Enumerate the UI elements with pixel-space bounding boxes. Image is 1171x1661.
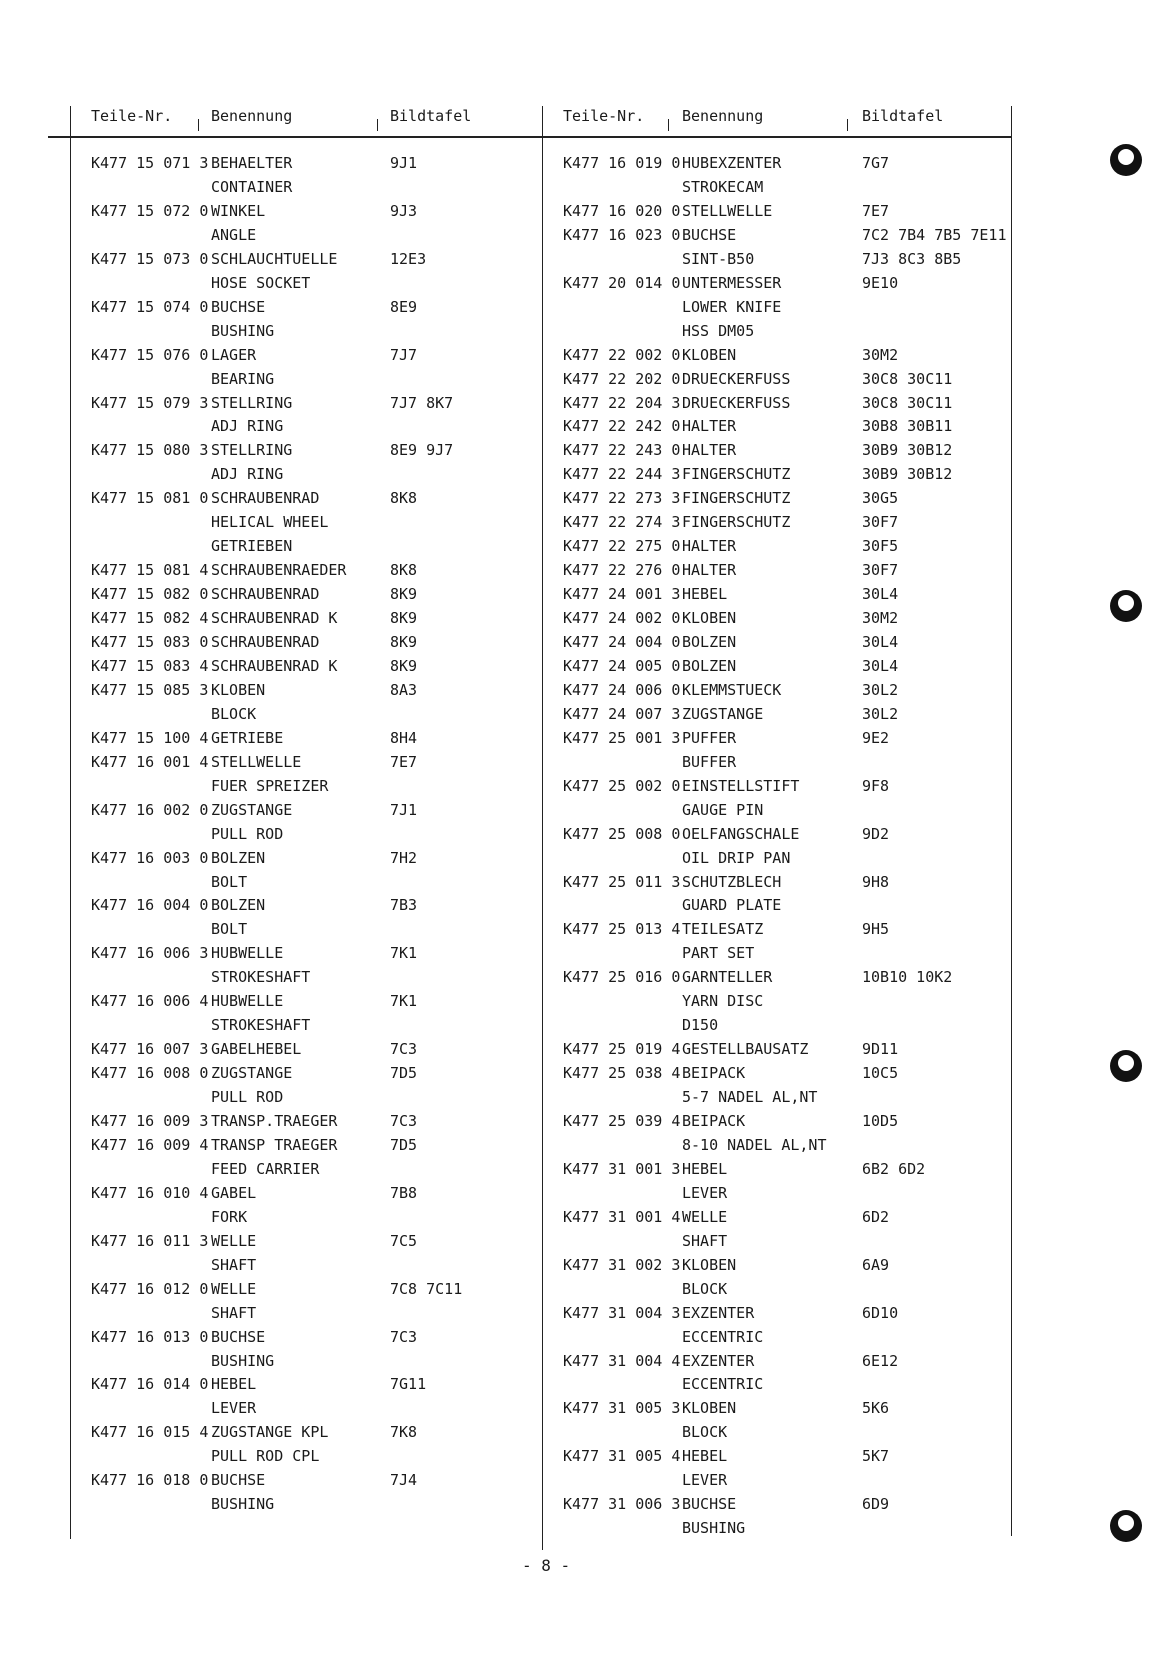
- plate-ref: 6A9: [862, 1256, 890, 1274]
- part-name: BEIPACK: [682, 1064, 746, 1082]
- plate-ref: 7C3: [390, 1112, 418, 1130]
- part-number: K477 25 001 3: [563, 729, 681, 747]
- part-number: K477 16 019 0: [563, 154, 681, 172]
- plate-ref: 7K8: [390, 1423, 418, 1441]
- part-number: K477 16 009 4: [91, 1136, 209, 1154]
- part-name: BUCHSE: [682, 1495, 737, 1513]
- part-number: K477 31 006 3: [563, 1495, 681, 1513]
- part-name: PULL ROD: [211, 1088, 284, 1106]
- part-name: ZUGSTANGE: [682, 705, 764, 723]
- part-number: K477 24 006 0: [563, 681, 681, 699]
- part-name: HALTER: [682, 537, 737, 555]
- part-name: BUCHSE: [211, 1328, 266, 1346]
- plate-ref: 8E9 9J7: [390, 441, 454, 459]
- part-name: STROKECAM: [682, 178, 764, 196]
- plate-ref: 7K1: [390, 944, 418, 962]
- part-number: K477 15 073 0: [91, 250, 209, 268]
- part-name: YARN DISC: [682, 992, 764, 1010]
- part-name: HEBEL: [211, 1375, 257, 1393]
- part-name: OELFANGSCHALE: [682, 825, 800, 843]
- part-name: D150: [682, 1016, 719, 1034]
- part-name: GESTELLBAUSATZ: [682, 1040, 809, 1058]
- right-header-part-no: Teile-Nr.: [563, 107, 645, 125]
- part-name: BUSHING: [211, 1352, 275, 1370]
- part-name: HALTER: [682, 441, 737, 459]
- plate-ref: 9J3: [390, 202, 418, 220]
- plate-ref: 7D5: [390, 1136, 418, 1154]
- part-number: K477 31 005 3: [563, 1399, 681, 1417]
- part-number: K477 16 006 3: [91, 944, 209, 962]
- part-name: EXZENTER: [682, 1352, 755, 1370]
- plate-ref: 7E7: [862, 202, 890, 220]
- part-number: K477 15 100 4: [91, 729, 209, 747]
- part-name: BEHAELTER: [211, 154, 293, 172]
- part-name: WELLE: [211, 1280, 257, 1298]
- plate-ref: 8K9: [390, 609, 418, 627]
- part-number: K477 16 020 0: [563, 202, 681, 220]
- part-number: K477 16 011 3: [91, 1232, 209, 1250]
- page-number: - 8 -: [522, 1556, 571, 1575]
- plate-ref: 30F7: [862, 513, 899, 531]
- part-name: SCHRAUBENRAD: [211, 585, 320, 603]
- part-number: K477 16 015 4: [91, 1423, 209, 1441]
- right-header-plate: Bildtafel: [862, 107, 944, 125]
- header-tick: [847, 119, 848, 131]
- part-name: CONTAINER: [211, 178, 293, 196]
- plate-ref: 8K8: [390, 489, 418, 507]
- plate-ref: 30L4: [862, 585, 899, 603]
- part-name: STELLWELLE: [211, 753, 302, 771]
- part-number: K477 22 202 0: [563, 370, 681, 388]
- part-name: STELLRING: [211, 441, 293, 459]
- part-name: BOLZEN: [211, 896, 266, 914]
- part-name: HOSE SOCKET: [211, 274, 311, 292]
- part-number: K477 16 007 3: [91, 1040, 209, 1058]
- part-name: 8-10 NADEL AL,NT: [682, 1136, 827, 1154]
- right-header-name: Benennung: [682, 107, 764, 125]
- part-name: LAGER: [211, 346, 257, 364]
- part-name: GAUGE PIN: [682, 801, 764, 819]
- part-name: HEBEL: [682, 1160, 728, 1178]
- part-name: BUSHING: [682, 1519, 746, 1537]
- part-name: SINT-B50: [682, 250, 755, 268]
- left-header-name: Benennung: [211, 107, 293, 125]
- part-number: K477 16 013 0: [91, 1328, 209, 1346]
- part-name: KLOBEN: [682, 609, 737, 627]
- left-frame-line: [70, 106, 71, 1539]
- part-name: SCHRAUBENRAD K: [211, 657, 338, 675]
- part-number: K477 24 005 0: [563, 657, 681, 675]
- plate-ref: 7H2: [390, 849, 418, 867]
- plate-ref: 7D5: [390, 1064, 418, 1082]
- plate-ref: 10C5: [862, 1064, 899, 1082]
- part-number: K477 15 081 4: [91, 561, 209, 579]
- plate-ref: 30C8 30C11: [862, 394, 953, 412]
- part-name: KLOBEN: [682, 1399, 737, 1417]
- part-name: LEVER: [682, 1184, 728, 1202]
- part-name: ECCENTRIC: [682, 1328, 764, 1346]
- part-number: K477 24 001 3: [563, 585, 681, 603]
- part-name: SCHLAUCHTUELLE: [211, 250, 338, 268]
- part-name: SCHUTZBLECH: [682, 873, 782, 891]
- part-number: K477 20 014 0: [563, 274, 681, 292]
- part-number: K477 15 082 4: [91, 609, 209, 627]
- plate-ref: 30M2: [862, 609, 899, 627]
- plate-ref: 8K8: [390, 561, 418, 579]
- part-number: K477 22 273 3: [563, 489, 681, 507]
- part-number: K477 31 001 4: [563, 1208, 681, 1226]
- part-name: HUBWELLE: [211, 992, 284, 1010]
- part-name: BOLZEN: [682, 657, 737, 675]
- plate-ref: 5K7: [862, 1447, 890, 1465]
- part-name: TRANSP TRAEGER: [211, 1136, 338, 1154]
- part-number: K477 22 243 0: [563, 441, 681, 459]
- part-name: FUER SPREIZER: [211, 777, 329, 795]
- plate-ref: 8H4: [390, 729, 418, 747]
- plate-ref: 8E9: [390, 298, 418, 316]
- part-number: K477 25 016 0: [563, 968, 681, 986]
- part-number: K477 24 002 0: [563, 609, 681, 627]
- plate-ref: 30L4: [862, 657, 899, 675]
- plate-ref: 8A3: [390, 681, 418, 699]
- plate-ref: 10B10 10K2: [862, 968, 953, 986]
- part-name: KLEMMSTUECK: [682, 681, 782, 699]
- part-name: KLOBEN: [682, 1256, 737, 1274]
- part-name: PULL ROD CPL: [211, 1447, 320, 1465]
- part-name: BUSHING: [211, 322, 275, 340]
- part-name: GUARD PLATE: [682, 896, 782, 914]
- plate-ref: 7J1: [390, 801, 418, 819]
- part-number: K477 31 001 3: [563, 1160, 681, 1178]
- part-number: K477 22 002 0: [563, 346, 681, 364]
- part-name: DRUECKERFUSS: [682, 394, 791, 412]
- part-number: K477 22 204 3: [563, 394, 681, 412]
- part-number: K477 31 004 3: [563, 1304, 681, 1322]
- header-tick: [668, 119, 669, 131]
- part-number: K477 16 001 4: [91, 753, 209, 771]
- part-name: BUCHSE: [682, 226, 737, 244]
- center-divider-line: [542, 106, 543, 1550]
- plate-ref: 6B2 6D2: [862, 1160, 926, 1178]
- part-number: K477 25 019 4: [563, 1040, 681, 1058]
- part-name: SHAFT: [211, 1304, 257, 1322]
- part-name: ECCENTRIC: [682, 1375, 764, 1393]
- plate-ref: 9F8: [862, 777, 890, 795]
- plate-ref: 7C3: [390, 1040, 418, 1058]
- part-name: 5-7 NADEL AL,NT: [682, 1088, 818, 1106]
- part-name: PUFFER: [682, 729, 737, 747]
- part-number: K477 22 242 0: [563, 417, 681, 435]
- part-name: OIL DRIP PAN: [682, 849, 791, 867]
- plate-ref: 9E10: [862, 274, 899, 292]
- part-name: BLOCK: [682, 1423, 728, 1441]
- punch-hole-icon: [1108, 1048, 1144, 1084]
- part-number: K477 15 083 0: [91, 633, 209, 651]
- part-number: K477 31 005 4: [563, 1447, 681, 1465]
- plate-ref: 10D5: [862, 1112, 899, 1130]
- plate-ref: 30L4: [862, 633, 899, 651]
- part-name: ADJ RING: [211, 465, 284, 483]
- part-name: BUCHSE: [211, 1471, 266, 1489]
- plate-ref: 7B8: [390, 1184, 418, 1202]
- part-name: WELLE: [682, 1208, 728, 1226]
- part-number: K477 25 002 0: [563, 777, 681, 795]
- plate-ref: 7C5: [390, 1232, 418, 1250]
- part-name: SCHRAUBENRAD: [211, 633, 320, 651]
- part-name: BOLT: [211, 873, 248, 891]
- part-name: BOLZEN: [682, 633, 737, 651]
- part-name: PART SET: [682, 944, 755, 962]
- plate-ref: 9H5: [862, 920, 890, 938]
- part-name: EXZENTER: [682, 1304, 755, 1322]
- part-name: BEIPACK: [682, 1112, 746, 1130]
- part-number: K477 25 008 0: [563, 825, 681, 843]
- part-number: K477 16 018 0: [91, 1471, 209, 1489]
- part-name: UNTERMESSER: [682, 274, 782, 292]
- part-name: HALTER: [682, 417, 737, 435]
- part-name: LEVER: [682, 1471, 728, 1489]
- part-number: K477 15 079 3: [91, 394, 209, 412]
- part-name: ZUGSTANGE: [211, 1064, 293, 1082]
- plate-ref: 9E2: [862, 729, 890, 747]
- plate-ref: 8K9: [390, 585, 418, 603]
- part-number: K477 15 081 0: [91, 489, 209, 507]
- plate-ref: 30G5: [862, 489, 899, 507]
- left-header-plate: Bildtafel: [390, 107, 472, 125]
- part-number: K477 16 004 0: [91, 896, 209, 914]
- plate-ref: 6D2: [862, 1208, 890, 1226]
- part-name: SCHRAUBENRAD K: [211, 609, 338, 627]
- part-number: K477 24 007 3: [563, 705, 681, 723]
- part-number: K477 22 275 0: [563, 537, 681, 555]
- part-name: ADJ RING: [211, 417, 284, 435]
- punch-hole-icon: [1108, 142, 1144, 178]
- part-number: K477 16 006 4: [91, 992, 209, 1010]
- part-name: ZUGSTANGE KPL: [211, 1423, 329, 1441]
- part-number: K477 16 008 0: [91, 1064, 209, 1082]
- part-name: LOWER KNIFE: [682, 298, 782, 316]
- plate-ref: 6D10: [862, 1304, 899, 1322]
- part-name: GABEL: [211, 1184, 257, 1202]
- part-number: K477 22 244 3: [563, 465, 681, 483]
- part-name: STELLRING: [211, 394, 293, 412]
- part-name: SCHRAUBENRAEDER: [211, 561, 347, 579]
- part-number: K477 15 085 3: [91, 681, 209, 699]
- part-name: EINSTELLSTIFT: [682, 777, 800, 795]
- plate-ref: 7C3: [390, 1328, 418, 1346]
- part-number: K477 25 038 4: [563, 1064, 681, 1082]
- part-name: TRANSP.TRAEGER: [211, 1112, 338, 1130]
- plate-ref: 7J3 8C3 8B5: [862, 250, 962, 268]
- plate-ref: 6D9: [862, 1495, 890, 1513]
- part-number: K477 16 010 4: [91, 1184, 209, 1202]
- plate-ref: 30M2: [862, 346, 899, 364]
- part-number: K477 25 013 4: [563, 920, 681, 938]
- plate-ref: 7G11: [390, 1375, 427, 1393]
- part-name: BLOCK: [211, 705, 257, 723]
- plate-ref: 30L2: [862, 681, 899, 699]
- plate-ref: 8K9: [390, 633, 418, 651]
- plate-ref: 7B3: [390, 896, 418, 914]
- part-name: STROKESHAFT: [211, 968, 311, 986]
- plate-ref: 7C8 7C11: [390, 1280, 463, 1298]
- part-name: GABELHEBEL: [211, 1040, 302, 1058]
- plate-ref: 6E12: [862, 1352, 899, 1370]
- plate-ref: 30B9 30B12: [862, 441, 953, 459]
- part-name: ZUGSTANGE: [211, 801, 293, 819]
- plate-ref: 7E7: [390, 753, 418, 771]
- part-number: K477 22 276 0: [563, 561, 681, 579]
- part-name: HEBEL: [682, 585, 728, 603]
- part-name: LEVER: [211, 1399, 257, 1417]
- part-name: HEBEL: [682, 1447, 728, 1465]
- part-number: K477 15 076 0: [91, 346, 209, 364]
- part-number: K477 15 082 0: [91, 585, 209, 603]
- part-name: BUCHSE: [211, 298, 266, 316]
- plate-ref: 7J4: [390, 1471, 418, 1489]
- part-name: SHAFT: [682, 1232, 728, 1250]
- part-name: HSS DM05: [682, 322, 755, 340]
- part-number: K477 16 002 0: [91, 801, 209, 819]
- part-name: DRUECKERFUSS: [682, 370, 791, 388]
- part-name: BOLT: [211, 920, 248, 938]
- plate-ref: 30B8 30B11: [862, 417, 953, 435]
- part-number: K477 15 071 3: [91, 154, 209, 172]
- part-name: KLOBEN: [682, 346, 737, 364]
- part-number: K477 15 083 4: [91, 657, 209, 675]
- plate-ref: 7C2 7B4 7B5 7E11: [862, 226, 1007, 244]
- punch-hole-icon: [1108, 1508, 1144, 1544]
- part-number: K477 15 074 0: [91, 298, 209, 316]
- part-number: K477 16 012 0: [91, 1280, 209, 1298]
- plate-ref: 9J1: [390, 154, 418, 172]
- plate-ref: 30L2: [862, 705, 899, 723]
- part-name: GETRIEBE: [211, 729, 284, 747]
- part-name: KLOBEN: [211, 681, 266, 699]
- part-number: K477 15 072 0: [91, 202, 209, 220]
- part-name: GETRIEBEN: [211, 537, 293, 555]
- part-name: FORK: [211, 1208, 248, 1226]
- header-rule: [48, 136, 1012, 138]
- punch-hole-icon: [1108, 588, 1144, 624]
- part-name: TEILESATZ: [682, 920, 764, 938]
- plate-ref: 8K9: [390, 657, 418, 675]
- plate-ref: 9D2: [862, 825, 890, 843]
- part-name: STROKESHAFT: [211, 1016, 311, 1034]
- part-number: K477 25 039 4: [563, 1112, 681, 1130]
- part-name: PULL ROD: [211, 825, 284, 843]
- plate-ref: 30F5: [862, 537, 899, 555]
- part-number: K477 31 002 3: [563, 1256, 681, 1274]
- left-header-part-no: Teile-Nr.: [91, 107, 173, 125]
- plate-ref: 30C8 30C11: [862, 370, 953, 388]
- part-number: K477 16 009 3: [91, 1112, 209, 1130]
- part-name: FINGERSCHUTZ: [682, 465, 791, 483]
- part-name: ANGLE: [211, 226, 257, 244]
- part-name: GARNTELLER: [682, 968, 773, 986]
- plate-ref: 30F7: [862, 561, 899, 579]
- plate-ref: 9D11: [862, 1040, 899, 1058]
- part-name: WINKEL: [211, 202, 266, 220]
- plate-ref: 7G7: [862, 154, 890, 172]
- part-number: K477 25 011 3: [563, 873, 681, 891]
- plate-ref: 7J7 8K7: [390, 394, 454, 412]
- part-number: K477 16 014 0: [91, 1375, 209, 1393]
- plate-ref: 5K6: [862, 1399, 890, 1417]
- part-name: FINGERSCHUTZ: [682, 513, 791, 531]
- part-name: BUFFER: [682, 753, 737, 771]
- plate-ref: 9H8: [862, 873, 890, 891]
- part-number: K477 22 274 3: [563, 513, 681, 531]
- part-number: K477 24 004 0: [563, 633, 681, 651]
- part-name: BOLZEN: [211, 849, 266, 867]
- part-name: FINGERSCHUTZ: [682, 489, 791, 507]
- part-name: FEED CARRIER: [211, 1160, 320, 1178]
- part-name: BUSHING: [211, 1495, 275, 1513]
- header-tick: [198, 119, 199, 131]
- plate-ref: 7J7: [390, 346, 418, 364]
- part-number: K477 16 023 0: [563, 226, 681, 244]
- part-number: K477 15 080 3: [91, 441, 209, 459]
- plate-ref: 12E3: [390, 250, 427, 268]
- part-name: BEARING: [211, 370, 275, 388]
- part-name: STELLWELLE: [682, 202, 773, 220]
- part-number: K477 16 003 0: [91, 849, 209, 867]
- part-name: HUBEXZENTER: [682, 154, 782, 172]
- header-tick: [377, 119, 378, 131]
- part-name: HELICAL WHEEL: [211, 513, 329, 531]
- part-name: HALTER: [682, 561, 737, 579]
- part-name: SCHRAUBENRAD: [211, 489, 320, 507]
- right-frame-line: [1011, 106, 1012, 1536]
- part-name: BLOCK: [682, 1280, 728, 1298]
- part-name: WELLE: [211, 1232, 257, 1250]
- part-name: SHAFT: [211, 1256, 257, 1274]
- plate-ref: 30B9 30B12: [862, 465, 953, 483]
- part-name: HUBWELLE: [211, 944, 284, 962]
- plate-ref: 7K1: [390, 992, 418, 1010]
- part-number: K477 31 004 4: [563, 1352, 681, 1370]
